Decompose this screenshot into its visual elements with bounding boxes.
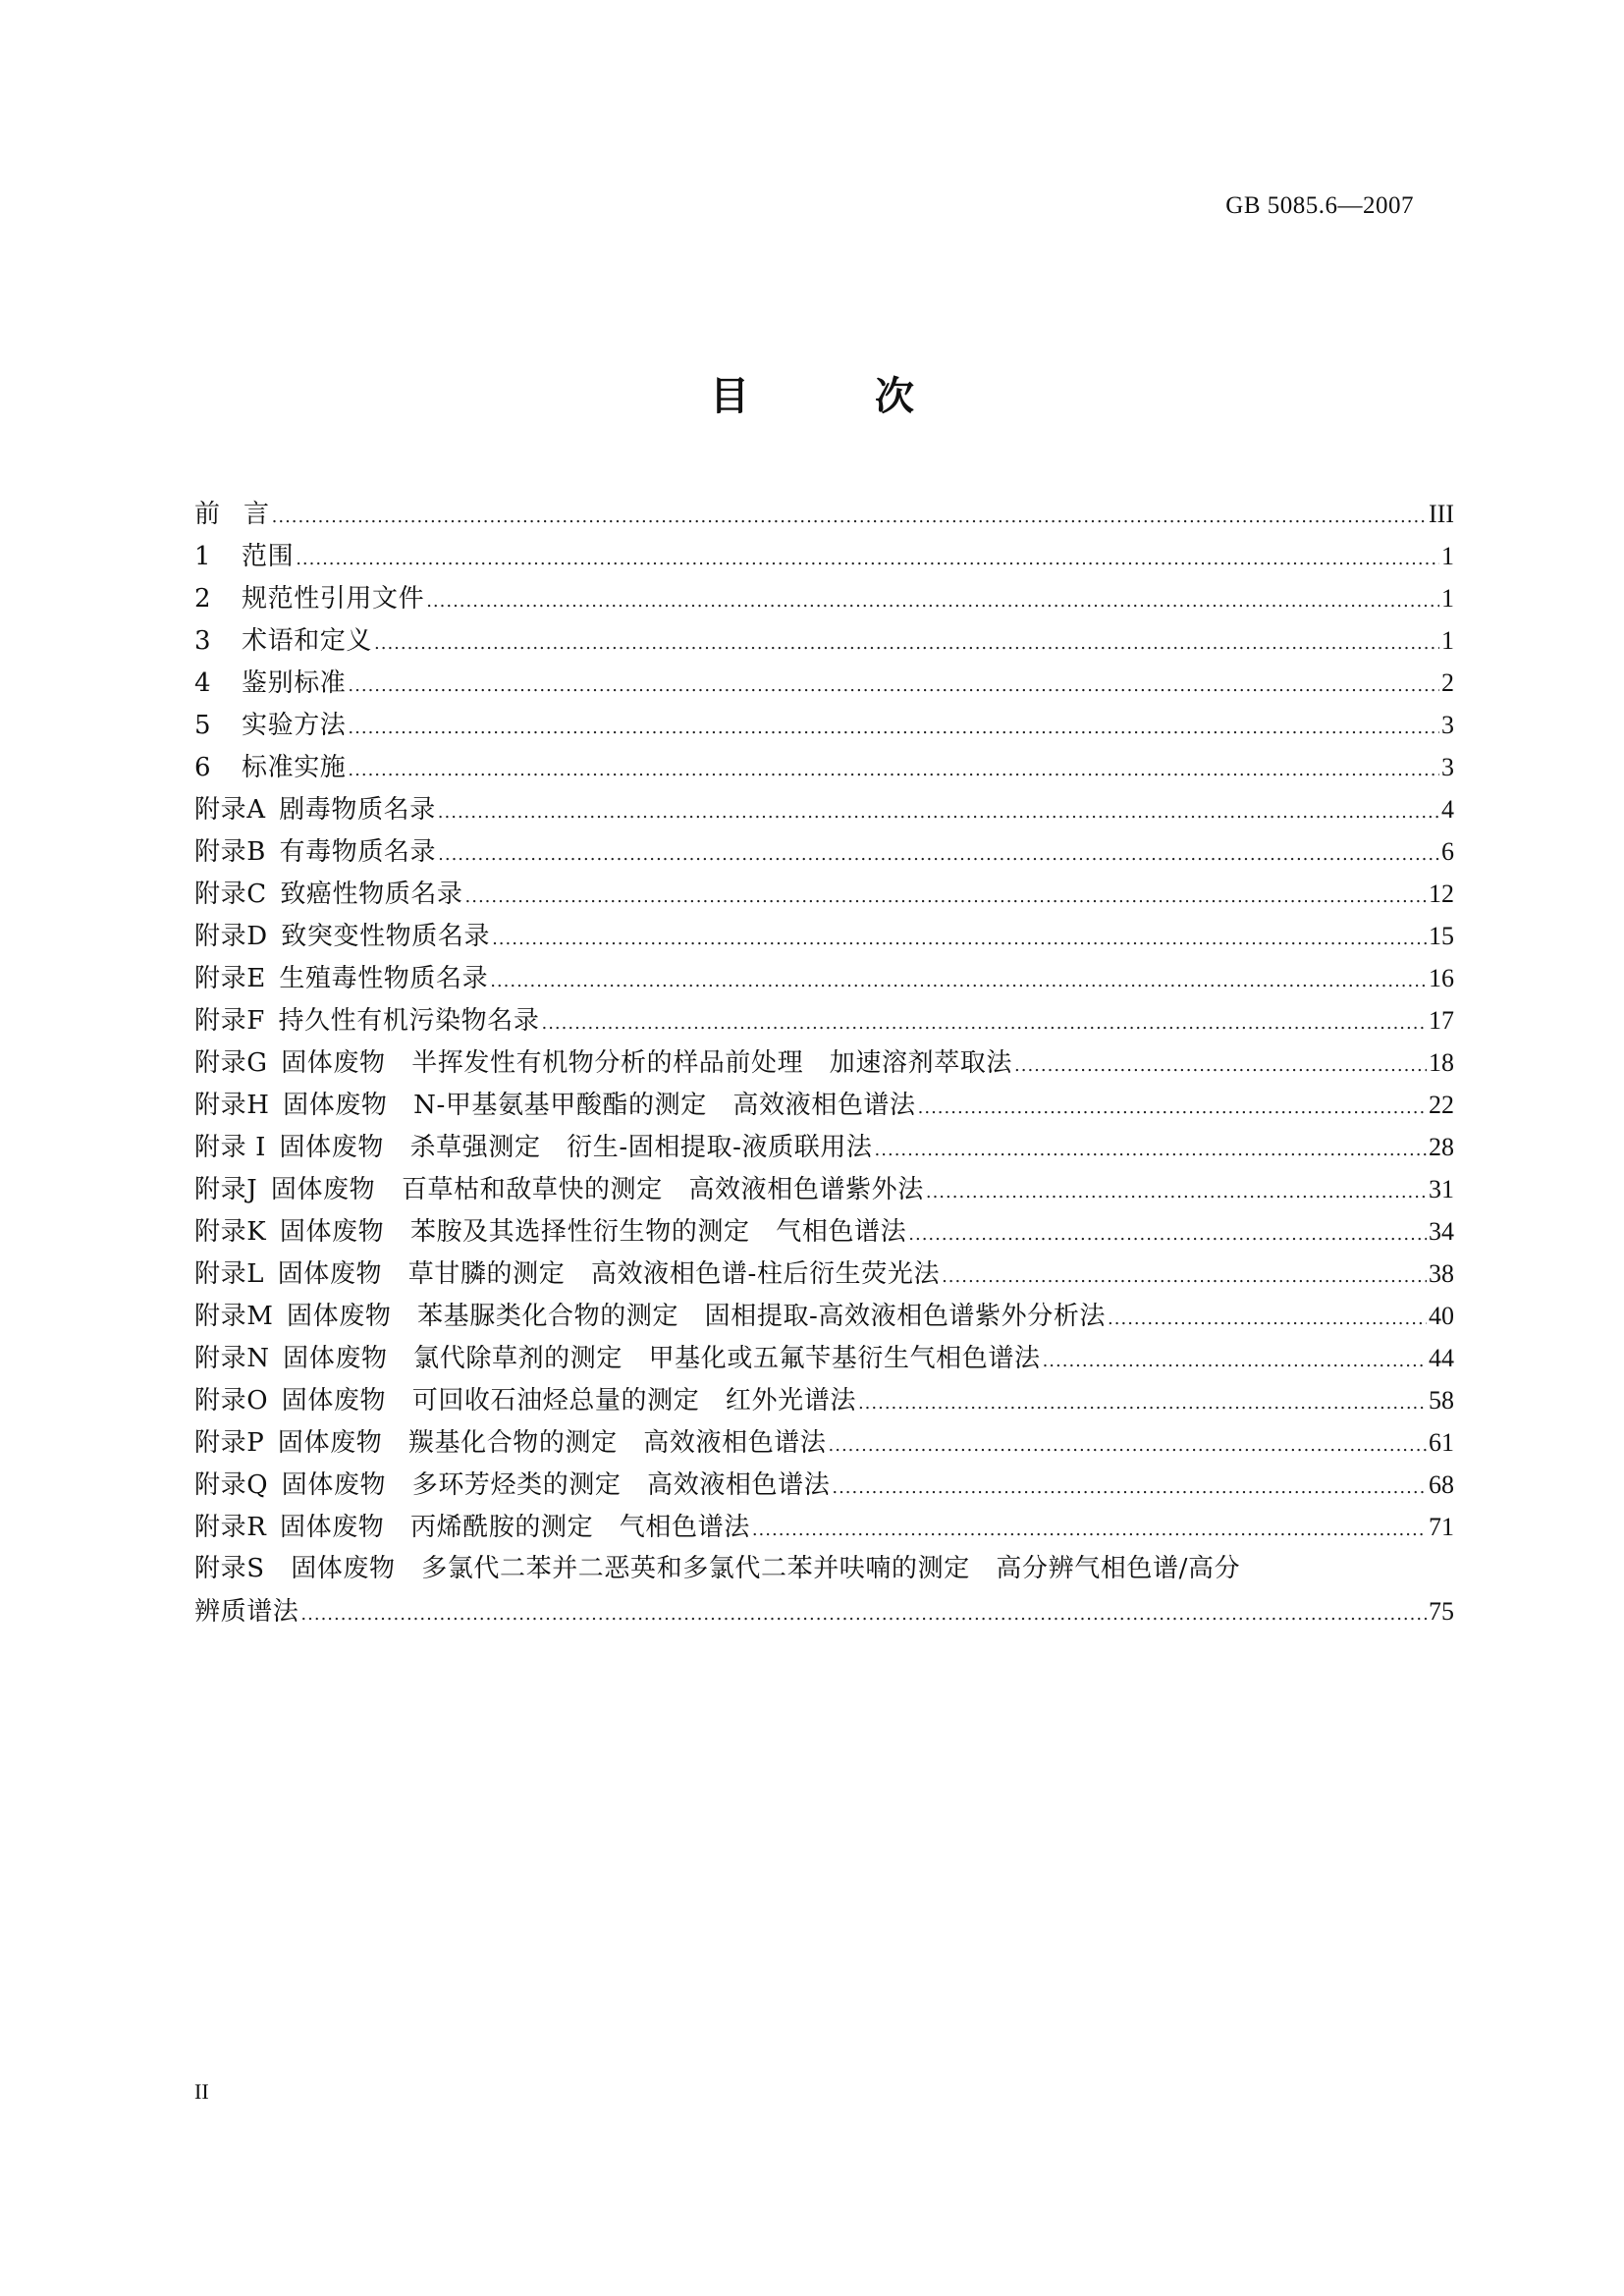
toc-entry-page: III bbox=[1429, 500, 1454, 528]
toc-entry-title: 固体废物 氯代除草剂的测定 甲基化或五氟苄基衍生气相色谱法 bbox=[283, 1344, 1041, 1373]
dot-leader bbox=[296, 538, 1439, 580]
toc-entry-number: 5 bbox=[194, 711, 212, 740]
toc-entry-label bbox=[194, 494, 270, 536]
toc-entry-title: 实验方法 bbox=[242, 711, 347, 740]
toc-entry-label bbox=[194, 1042, 1012, 1085]
toc-entry-title: 标准实施 bbox=[242, 753, 347, 782]
toc-entry-label bbox=[194, 705, 346, 747]
toc-entry-title: 有毒物质名录 bbox=[279, 837, 437, 867]
toc-entry-title: 固体废物 百草枯和敌草快的测定 高效液相色谱紫外法 bbox=[270, 1175, 924, 1204]
toc-entry[interactable] bbox=[194, 1253, 1454, 1295]
toc-entry-label bbox=[194, 620, 372, 663]
toc-entry-page: 16 bbox=[1429, 964, 1454, 992]
toc-entry[interactable] bbox=[194, 788, 1454, 830]
toc-entry-number: 附录Q bbox=[194, 1470, 269, 1500]
toc-entry-title: 言 bbox=[244, 500, 270, 529]
toc-entry[interactable] bbox=[194, 1168, 1454, 1210]
toc-entry[interactable] bbox=[194, 999, 1454, 1041]
toc-entry-title: 范围 bbox=[242, 542, 295, 571]
toc-entry-page: 1 bbox=[1441, 626, 1454, 655]
toc-entry-label bbox=[194, 1254, 940, 1296]
toc-entry-label bbox=[194, 1338, 1041, 1380]
toc-entry-number: 附录L bbox=[194, 1259, 265, 1289]
dot-leader bbox=[426, 580, 1439, 622]
toc-entry-title: 致癌性物质名录 bbox=[280, 880, 463, 909]
toc-entry[interactable] bbox=[194, 535, 1454, 577]
table-of-contents bbox=[194, 493, 1454, 1632]
toc-entry-number: 附录R bbox=[194, 1513, 267, 1542]
toc-entry[interactable] bbox=[194, 1126, 1454, 1168]
toc-entry-label bbox=[194, 1127, 873, 1169]
toc-entry-label bbox=[194, 578, 424, 620]
standard-code: GB 5085.6—2007 bbox=[1225, 192, 1414, 219]
page-number: II bbox=[194, 2079, 209, 2104]
toc-entry-page: 58 bbox=[1429, 1386, 1454, 1415]
toc-entry-number: 附录O bbox=[194, 1386, 269, 1415]
dot-leader bbox=[1043, 1340, 1427, 1382]
dot-leader bbox=[858, 1382, 1427, 1424]
toc-entry-label bbox=[194, 1422, 827, 1465]
toc-entry-label bbox=[194, 1465, 830, 1507]
dot-leader bbox=[465, 876, 1427, 918]
toc-entry[interactable] bbox=[194, 1464, 1454, 1506]
toc-entry-page: 71 bbox=[1429, 1513, 1454, 1541]
dot-leader bbox=[438, 833, 1439, 876]
toc-entry-label bbox=[194, 874, 463, 916]
toc-entry[interactable] bbox=[194, 873, 1454, 915]
toc-entry-number: 6 bbox=[194, 753, 212, 782]
toc-entry-label bbox=[194, 916, 490, 958]
dot-leader bbox=[918, 1087, 1427, 1129]
toc-entry-title: 固体废物 可回收石油烃总量的测定 红外光谱法 bbox=[281, 1386, 856, 1415]
toc-entry[interactable] bbox=[194, 830, 1454, 873]
dot-leader bbox=[348, 665, 1439, 707]
toc-entry-title: 术语和定义 bbox=[242, 626, 373, 656]
dot-leader bbox=[875, 1129, 1427, 1171]
dot-leader bbox=[490, 960, 1427, 1002]
toc-entry-number: 附录C bbox=[194, 880, 267, 909]
toc-entry-page: 3 bbox=[1441, 753, 1454, 781]
toc-entry-title: 固体废物 丙烯酰胺的测定 气相色谱法 bbox=[280, 1513, 750, 1542]
toc-entry-number: 附录P bbox=[194, 1428, 265, 1458]
dot-leader bbox=[541, 1002, 1427, 1044]
toc-entry-title: 固体废物 多环芳烃类的测定 高效液相色谱法 bbox=[281, 1470, 831, 1500]
toc-entry-label bbox=[194, 747, 346, 789]
dot-leader bbox=[752, 1509, 1427, 1551]
toc-entry-page: 1 bbox=[1441, 542, 1454, 570]
toc-entry[interactable] bbox=[194, 1337, 1454, 1379]
toc-entry-label bbox=[194, 958, 488, 1000]
toc-entry-number: 1 bbox=[194, 542, 212, 571]
toc-entry-page: 12 bbox=[1429, 880, 1454, 908]
toc-entry[interactable] bbox=[194, 1590, 1454, 1632]
toc-entry[interactable] bbox=[194, 957, 1454, 999]
toc-entry-page: 3 bbox=[1441, 711, 1454, 739]
toc-entry-number: 附录B bbox=[194, 837, 266, 867]
toc-entry-number: 附录 I bbox=[194, 1133, 266, 1162]
dot-leader bbox=[348, 749, 1439, 791]
toc-entry-page: 2 bbox=[1441, 668, 1454, 697]
toc-entry-page: 17 bbox=[1429, 1006, 1454, 1035]
toc-entry-number: 附录H bbox=[194, 1091, 270, 1120]
toc-entry-number: 前 bbox=[194, 500, 244, 529]
toc-entry-label bbox=[194, 1000, 539, 1042]
toc-entry-page: 68 bbox=[1429, 1470, 1454, 1499]
dot-leader bbox=[829, 1424, 1427, 1467]
toc-entry-page: 4 bbox=[1441, 795, 1454, 824]
toc-entry-label bbox=[194, 1211, 906, 1254]
toc-entry[interactable] bbox=[194, 1506, 1454, 1548]
toc-entry[interactable] bbox=[194, 1379, 1454, 1421]
toc-entry-title: 生殖毒性物质名录 bbox=[279, 964, 489, 993]
toc-entry-title: 持久性有机污染物名录 bbox=[278, 1006, 540, 1036]
toc-entry-label bbox=[194, 1085, 916, 1127]
dot-leader bbox=[300, 1593, 1427, 1635]
dot-leader bbox=[374, 622, 1439, 665]
toc-entry[interactable] bbox=[194, 704, 1454, 746]
dot-leader bbox=[908, 1213, 1427, 1255]
toc-entry-number: 附录N bbox=[194, 1344, 270, 1373]
toc-entry-page: 61 bbox=[1429, 1428, 1454, 1457]
toc-entry-number: 附录G bbox=[194, 1048, 268, 1078]
toc-entry[interactable] bbox=[194, 1421, 1454, 1464]
dot-leader bbox=[438, 791, 1439, 833]
toc-entry-title: 固体废物 草甘膦的测定 高效液相色谱-柱后衍生荧光法 bbox=[277, 1259, 941, 1289]
toc-entry-title: 固体废物 杀草强测定 衍生-固相提取-液质联用法 bbox=[279, 1133, 873, 1162]
toc-entry-title-line1[interactable]: 附录S 固体废物 多氯代二苯并二恶英和多氯代二苯并呋喃的测定 高分辨气相色谱/高分 bbox=[194, 1554, 1241, 1583]
toc-entry[interactable] bbox=[194, 1041, 1454, 1084]
toc-entry-number: 4 bbox=[194, 668, 212, 698]
toc-entry-title-line2: 辨质谱法 bbox=[194, 1597, 299, 1627]
toc-entry[interactable] bbox=[194, 493, 1454, 535]
toc-entry-label bbox=[194, 536, 294, 578]
toc-entry-title: 固体废物 苯基脲类化合物的测定 固相提取-高效液相色谱紫外分析法 bbox=[287, 1302, 1107, 1331]
dot-leader bbox=[348, 707, 1439, 749]
toc-entry-number: 2 bbox=[194, 584, 212, 614]
toc-entry-label bbox=[194, 663, 346, 705]
toc-entry-page: 22 bbox=[1429, 1091, 1454, 1119]
dot-leader bbox=[832, 1467, 1427, 1509]
dot-leader bbox=[1014, 1044, 1427, 1087]
dot-leader bbox=[1108, 1298, 1427, 1340]
toc-entry[interactable] bbox=[194, 1295, 1454, 1337]
toc-entry-number: 附录J bbox=[194, 1175, 258, 1204]
toc-entry-page: 6 bbox=[1441, 837, 1454, 866]
toc-entry-page: 1 bbox=[1441, 584, 1454, 613]
dot-leader bbox=[942, 1255, 1427, 1298]
toc-entry-page: 75 bbox=[1429, 1597, 1454, 1626]
toc-entry-number: 附录D bbox=[194, 922, 268, 951]
toc-entry-title: 致突变性物质名录 bbox=[281, 922, 491, 951]
toc-entry-page: 28 bbox=[1429, 1133, 1454, 1161]
toc-entry[interactable] bbox=[194, 915, 1454, 957]
toc-entry-label bbox=[194, 1169, 924, 1211]
page-title: 目 次 bbox=[710, 374, 957, 419]
toc-entry-number: 3 bbox=[194, 626, 212, 656]
toc-entry-label bbox=[194, 789, 436, 831]
toc-entry-title: 固体废物 羰基化合物的测定 高效液相色谱法 bbox=[277, 1428, 827, 1458]
toc-entry-page: 31 bbox=[1429, 1175, 1454, 1203]
toc-entry[interactable] bbox=[194, 1210, 1454, 1253]
toc-entry-page: 34 bbox=[1429, 1217, 1454, 1246]
toc-entry-title: 剧毒物质名录 bbox=[279, 795, 436, 825]
toc-entry-number: 附录E bbox=[194, 964, 266, 993]
toc-entry-page: 18 bbox=[1429, 1048, 1454, 1077]
toc-entry[interactable] bbox=[194, 577, 1454, 619]
toc-entry-label bbox=[194, 831, 436, 874]
toc-entry-label bbox=[194, 1296, 1106, 1338]
toc-entry-number: 附录F bbox=[194, 1006, 265, 1036]
dot-leader bbox=[272, 496, 1427, 538]
toc-entry-page: 40 bbox=[1429, 1302, 1454, 1330]
toc-entry-page: 44 bbox=[1429, 1344, 1454, 1372]
toc-entry-page: 15 bbox=[1429, 922, 1454, 950]
toc-entry[interactable] bbox=[194, 1084, 1454, 1126]
toc-entry-number: 附录A bbox=[194, 795, 266, 825]
toc-entry-title: 固体废物 苯胺及其选择性衍生物的测定 气相色谱法 bbox=[279, 1217, 907, 1247]
toc-entry[interactable] bbox=[194, 746, 1454, 788]
toc-entry-label bbox=[194, 1380, 856, 1422]
toc-entry-number: 附录K bbox=[194, 1217, 267, 1247]
dot-leader bbox=[926, 1171, 1427, 1213]
toc-entry-title: 鉴别标准 bbox=[242, 668, 347, 698]
toc-entry[interactable] bbox=[194, 619, 1454, 662]
toc-entry-page: 38 bbox=[1429, 1259, 1454, 1288]
toc-entry[interactable] bbox=[194, 662, 1454, 704]
toc-entry-number: 附录M bbox=[194, 1302, 274, 1331]
dot-leader bbox=[492, 918, 1427, 960]
toc-entry-label bbox=[194, 1507, 750, 1549]
toc-entry-title: 固体废物 N-甲基氨基甲酸酯的测定 高效液相色谱法 bbox=[283, 1091, 916, 1120]
toc-entry-title: 固体废物 半挥发性有机物分析的样品前处理 加速溶剂萃取法 bbox=[281, 1048, 1012, 1078]
toc-entry-title: 规范性引用文件 bbox=[242, 584, 425, 614]
